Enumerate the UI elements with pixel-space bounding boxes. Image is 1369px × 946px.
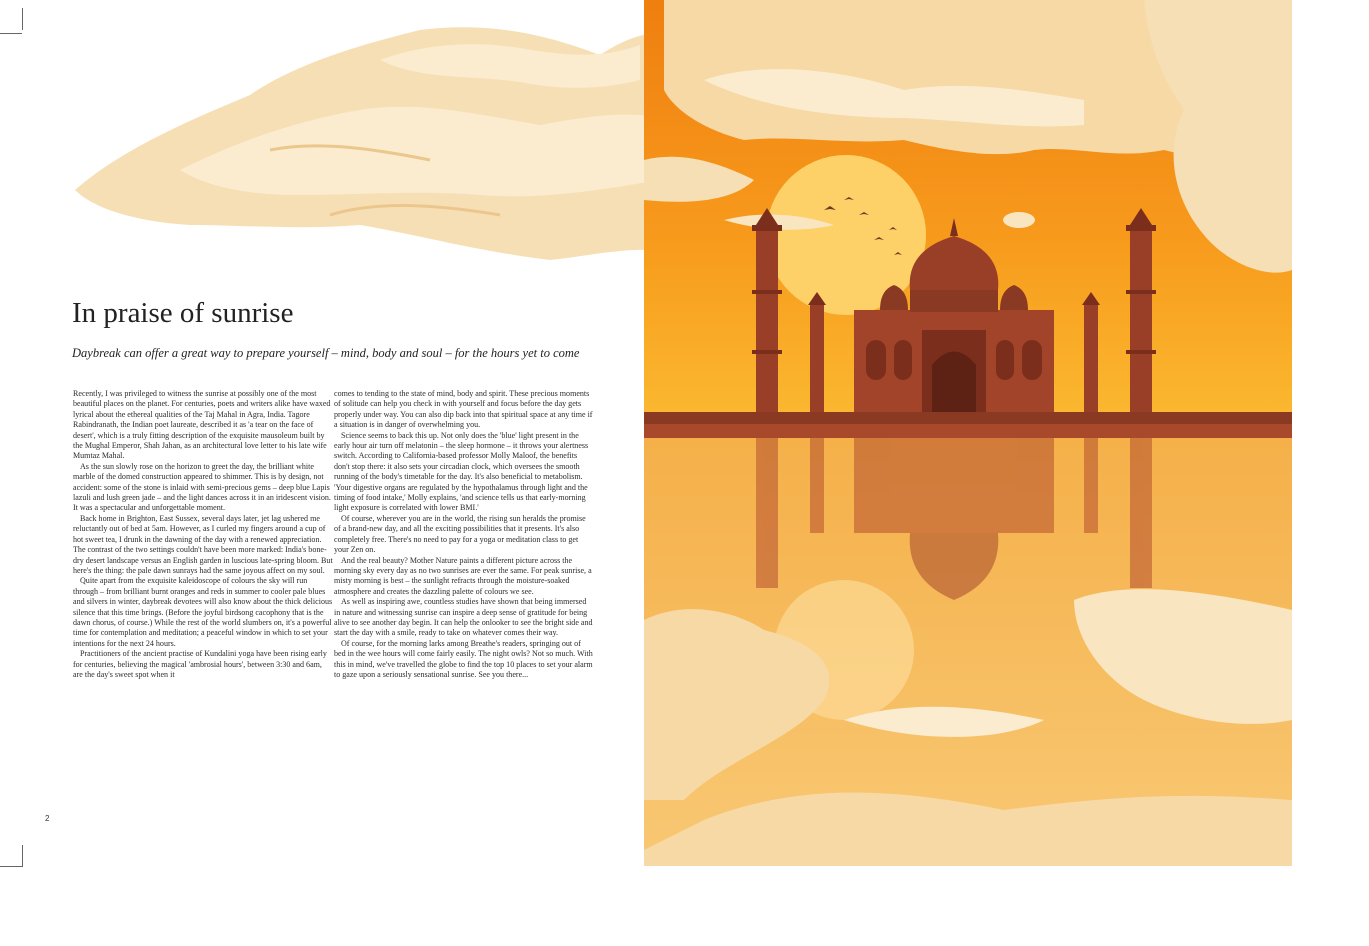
paragraph: comes to tending to the state of mind, body and spirit. These precious moments of solitude can help you check in with yourself and focus before the day gets properly under way. You can also dip back into that spiritual space at any time if a situation is in danger of overwhelming you. [334,389,593,430]
body-column-left [73,389,333,680]
article-title: In praise of sunrise [72,297,294,329]
taj-mahal-illustration [644,0,1292,866]
paragraph: And the real beauty? Mother Nature paints a different picture across the morning sky every day as no two sunrises are ever the same. For peak sunrise, a misty morning is best – the sunlight refracts through the moisture-soaked atmosphere and creates the dazzling palette of colours we see. [334,555,592,596]
article-standfirst: Daybreak can offer a great way to prepare yourself – mind, body and soul – for the hours yet to come [72,346,580,360]
crop-mark-bottom-horizontal [0,866,22,867]
paragraph: Science seems to back this up. Not only does the 'blue' light present in the early hour air turn off melatonin – the sleep hormone – it throws your alertness switch. According to California-based professor Molly Maloof, the benefits don't stop there: it also sets your circadian clock, which oversees the smooth running of the body's timetable for the day. It's also beneficial to metabolism. 'Your digestive organs are regulated by the hypothalamus through light and the timing of food intake,' Molly explains, 'and science tells us that early-morning light exposure is correlated with lower BMI.' [334,430,589,513]
paragraph: Quite apart from the exquisite kaleidoscope of colours the sky will run through – from brilliant burnt oranges and reds in summer to cooler pale blues and silvers in winter, daybreak devotees will also know about the thick delicious silence that this time brings. (Before the joyful birdsong cacophony that is the dawn chorus, of course.) While the rest of the world slumbers on, it's a powerful time for contemplation and meditation; a peaceful window in which to set your intentions for the next 24 hours. [73,576,333,648]
crop-mark-bottom-vertical [22,845,23,867]
paragraph: Back home in Brighton, East Sussex, several days later, jet lag ushered me reluctantly out of bed at 5am. However, as I curled my fingers around a cup of hot sweet tea, I drunk in the dawning of the day with a renewed appreciation. The contrast of the two settings couldn't have been more marked: India's bone-dry desert landscape versus an English garden in luscious late-spring bloom. But here's the thing: the pale dawn sunrays had the same joyous affect on my soul. [73,513,333,575]
paragraph: Recently, I was privileged to witness the sunrise at possibly one of the most beautiful places on the planet. For centuries, poets and writers alike have waxed lyrical about the ethereal qualities of the Taj Mahal in Agra, India. Tagore Rabindranath, the Indian poet laureate, described it as 'a tear on the face of desert', which is a truly fitting description of the exquisite mausoleum built by the Mughal Emperor, Shah Jahan, as an architectural love letter to his late wife Mumtaz Mahal. [73,389,331,461]
page-number: 2 [45,814,50,823]
paragraph: As the sun slowly rose on the horizon to greet the day, the brilliant white marble of the domed construction appeared to shimmer. This is by design, not accident: some of the stone is inlaid with semi-precious gems – deep blue Lapis lazuli and lush green jade – and the light dances across it in an iridescent vision. It was a spectacular and unforgettable moment. [73,461,331,513]
paragraph: Practitioners of the ancient practise of Kundalini yoga have been rising early for centuries, believing the magical 'ambrosial hours', between 3:30 and 6am, are the day's sweet spot when it [73,649,327,679]
body-column-right [334,389,594,680]
paragraph: Of course, wherever you are in the world, the rising sun heralds the promise of a brand-new day, and all the exciting possibilities that it presents. It's also completely free. There's no need to pay for a yoga or meditation class to get your Zen on. [334,513,586,555]
paragraph: As well as inspiring awe, countless studies have shown that being immersed in nature and witnessing sunrise can inspire a deep sense of gratitude for being alive to see another day begin. It can help the onlooker to see the bright side and start the day with a smile, ready to take on whatever comes their way. [334,597,593,638]
paragraph: Of course, for the morning larks among Breathe's readers, springing out of bed in the wee hours will come fairly easily. The night owls? Not so much. With this in mind, we've travelled the globe to find the top 10 places to set your alarm to gaze upon a seriously sensational sunrise. See you there... [334,638,593,679]
